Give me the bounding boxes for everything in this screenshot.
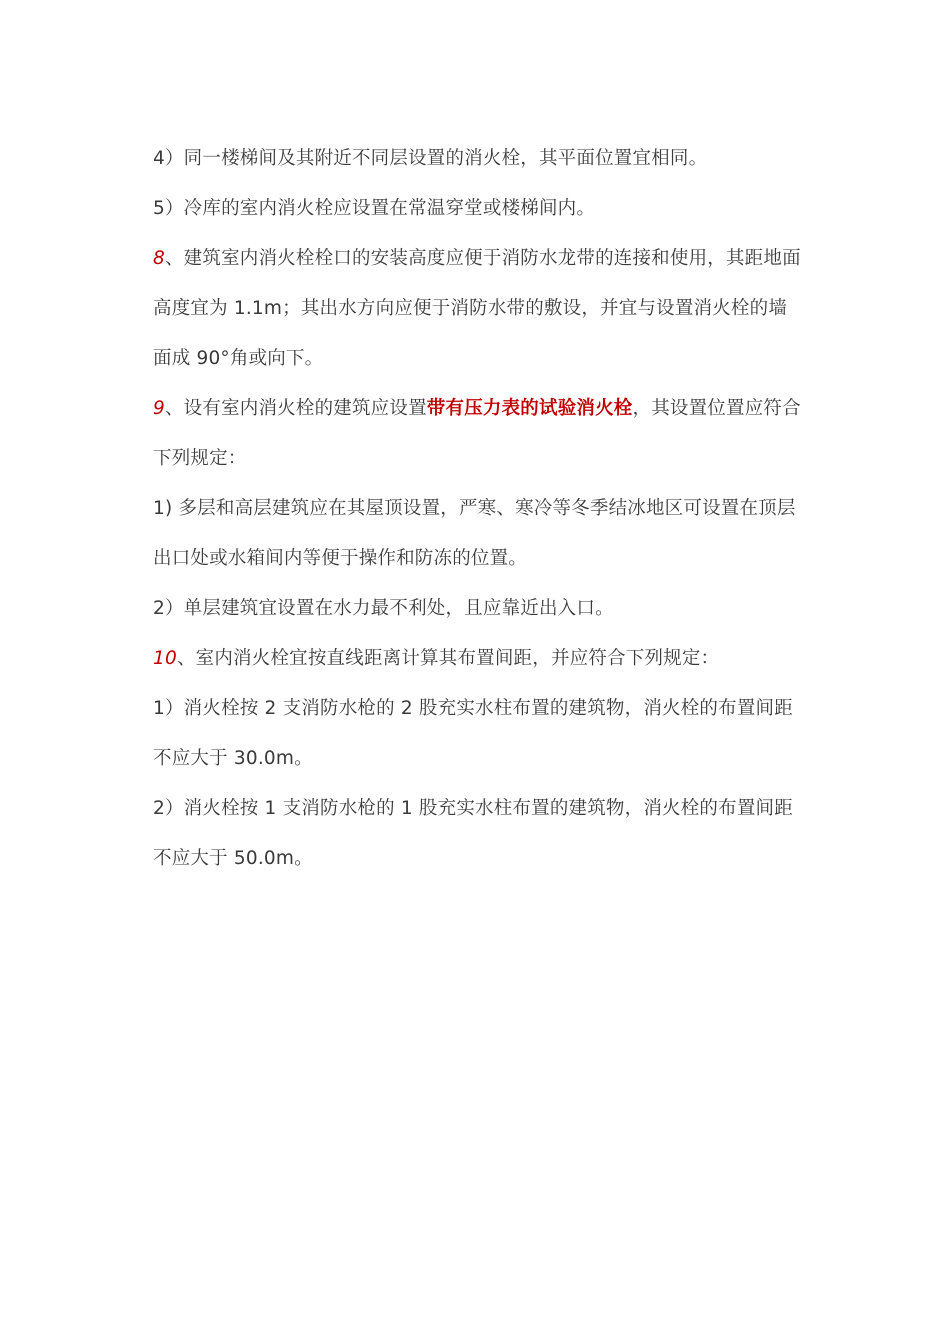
paragraph-item-5	[153, 184, 803, 234]
paragraph-section-8	[153, 234, 803, 384]
paragraph-section-9	[153, 384, 803, 484]
highlighted-text: 带有压力表的试验消火栓	[426, 398, 633, 419]
paragraph-section-10	[153, 634, 803, 684]
paragraph-text: 1) 多层和高层建筑应在其屋顶设置，严寒、寒冷等冬季结冰地区可设置在顶层出口处或水箱间内等便于操作和防冻的位置。	[153, 498, 796, 569]
section-number: 10	[153, 648, 177, 669]
paragraph-text: 、设有室内消火栓的建筑应设置	[164, 398, 427, 419]
paragraph-text: 5）冷库的室内消火栓应设置在常温穿堂或楼梯间内。	[153, 198, 596, 219]
paragraph-item-10-2	[153, 784, 803, 884]
paragraph-item-10-1	[153, 684, 803, 784]
paragraph-text: 、建筑室内消火栓栓口的安装高度应便于消防水龙带的连接和使用，其距地面高度宜为 1.1m；其出水方向应便于消防水带的敷设，并宜与设置消火栓的墙面成 90°角或向下。	[153, 248, 801, 369]
document-body	[153, 134, 803, 884]
paragraph-text: 1）消火栓按 2 支消防水枪的 2 股充实水柱布置的建筑物，消火栓的布置间距不应大于 30.0m。	[153, 698, 793, 769]
paragraph-text: 4）同一楼梯间及其附近不同层设置的消火栓，其平面位置宜相同。	[153, 148, 708, 169]
section-number: 9	[153, 398, 165, 419]
paragraph-item-9-1	[153, 484, 803, 584]
paragraph-item-9-2	[153, 584, 803, 634]
section-number: 8	[153, 248, 165, 269]
paragraph-text: 2）单层建筑宜设置在水力最不利处，且应靠近出入口。	[153, 598, 614, 619]
paragraph-item-4	[153, 134, 803, 184]
paragraph-text: 2）消火栓按 1 支消防水枪的 1 股充实水柱布置的建筑物，消火栓的布置间距不应大于 50.0m。	[153, 798, 793, 869]
paragraph-text: 、室内消火栓宜按直线距离计算其布置间距，并应符合下列规定：	[176, 648, 720, 669]
paragraph-text: ，其设置位置应符合下列规定：	[153, 398, 801, 469]
